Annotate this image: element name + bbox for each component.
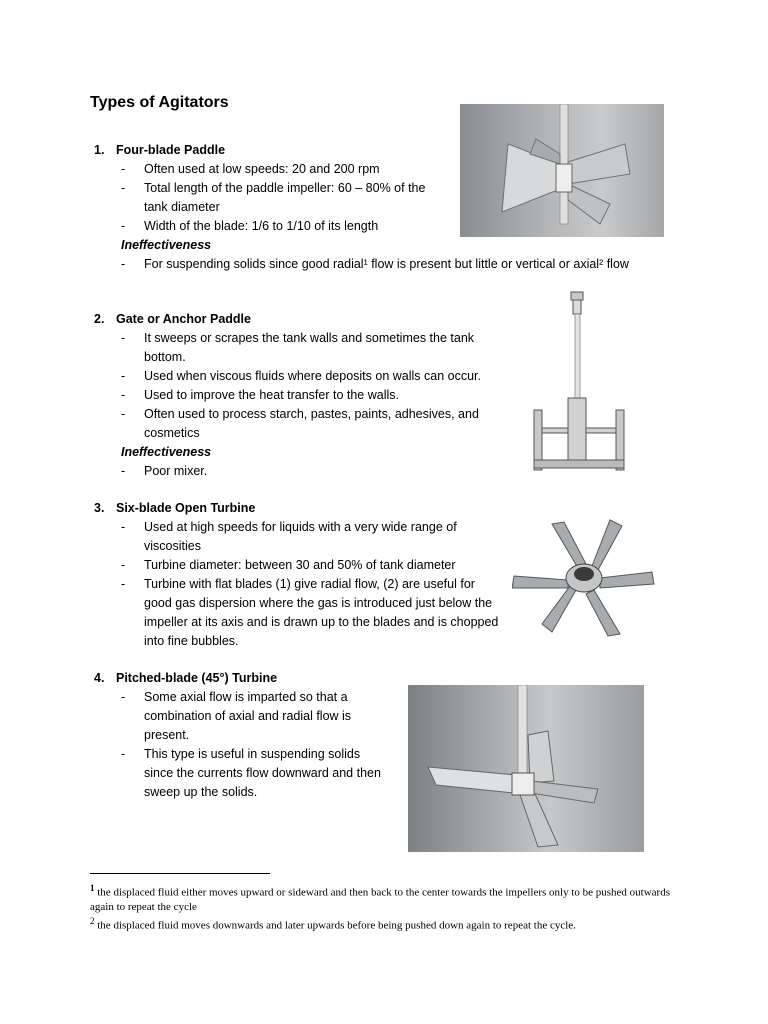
footnote-text: the displaced fluid either moves upward or sideward and then back to the center towards the impellers only to be pushed outwards again to repeat the cycle [90, 886, 671, 913]
section-pitched-blade-turbine [94, 669, 404, 802]
section-six-blade-turbine [94, 499, 534, 651]
page-title: Types of Agitators [90, 94, 229, 111]
footnote-mark: 1 [90, 883, 95, 893]
bullet-item: - Often used at low speeds: 20 and 200 rpm [94, 160, 444, 179]
footnote-mark: 2 [90, 916, 95, 926]
bullet-list [94, 329, 534, 443]
ineffectiveness-label: Ineffectiveness [121, 238, 212, 252]
footnote-2 [90, 914, 670, 933]
bullet-item: - Some axial flow is imparted so that a combination of axial and radial flow is present. [94, 688, 389, 745]
section-number: 1. [94, 143, 105, 157]
section-number: 2. [94, 312, 105, 326]
bullet-item: - Turbine diameter: between 30 and 50% of tank diameter [94, 556, 524, 575]
ineffectiveness-label: Ineffectiveness [121, 445, 212, 459]
ineffectiveness-list [94, 462, 534, 481]
section-number: 4. [94, 671, 105, 685]
section-gate-anchor-paddle [94, 310, 534, 481]
bullet-list [94, 518, 534, 651]
bullet-item: - Width of the blade: 1/6 to 1/10 of its length [94, 217, 444, 236]
bullet-item: - Used at high speeds for liquids with a very wide range of viscosities [94, 518, 509, 556]
bullet-list [94, 688, 404, 802]
bullet-item: - Turbine with flat blades (1) give radial flow, (2) are useful for good gas dispersion where the gas is introduced just below the impeller at its axis and is drawn up to the blades and is chopped into fine bubbles. [94, 575, 504, 651]
bullet-item: - Total length of the paddle impeller: 60 – 80% of the tank diameter [94, 179, 444, 217]
six-blade-turbine-image [512, 518, 656, 638]
pitched-blade-turbine-image [408, 685, 644, 852]
bullet-item: - Often used to process starch, pastes, paints, adhesives, and cosmetics [94, 405, 514, 443]
section-heading: Gate or Anchor Paddle [116, 312, 251, 326]
ineffectiveness-item: - For suspending solids since good radial¹ flow is present but little or vertical or axial² flow [94, 255, 664, 274]
bullet-item: - Used to improve the heat transfer to the walls. [94, 386, 524, 405]
footnote-1 [90, 881, 670, 914]
ineffectiveness-list [94, 255, 674, 274]
bullet-item: - It sweeps or scrapes the tank walls and sometimes the tank bottom. [94, 329, 514, 367]
four-blade-paddle-image [460, 104, 664, 237]
bullet-item: - Used when viscous fluids where deposits on walls can occur. [94, 367, 524, 386]
section-heading: Four-blade Paddle [116, 143, 226, 157]
ineffectiveness-item: - Poor mixer. [94, 462, 514, 481]
section-heading: Pitched-blade (45°) Turbine [116, 671, 278, 685]
bullet-item: - This type is useful in suspending solids since the currents flow downward and then sweep up the solids. [94, 745, 389, 802]
section-number: 3. [94, 501, 105, 515]
footnote-text: the displaced fluid moves downwards and later upwards before being pushed down again to repeat the cycle. [97, 919, 576, 932]
section-heading: Six-blade Open Turbine [116, 501, 256, 515]
footnote-separator [90, 873, 270, 874]
anchor-paddle-image [530, 290, 630, 474]
